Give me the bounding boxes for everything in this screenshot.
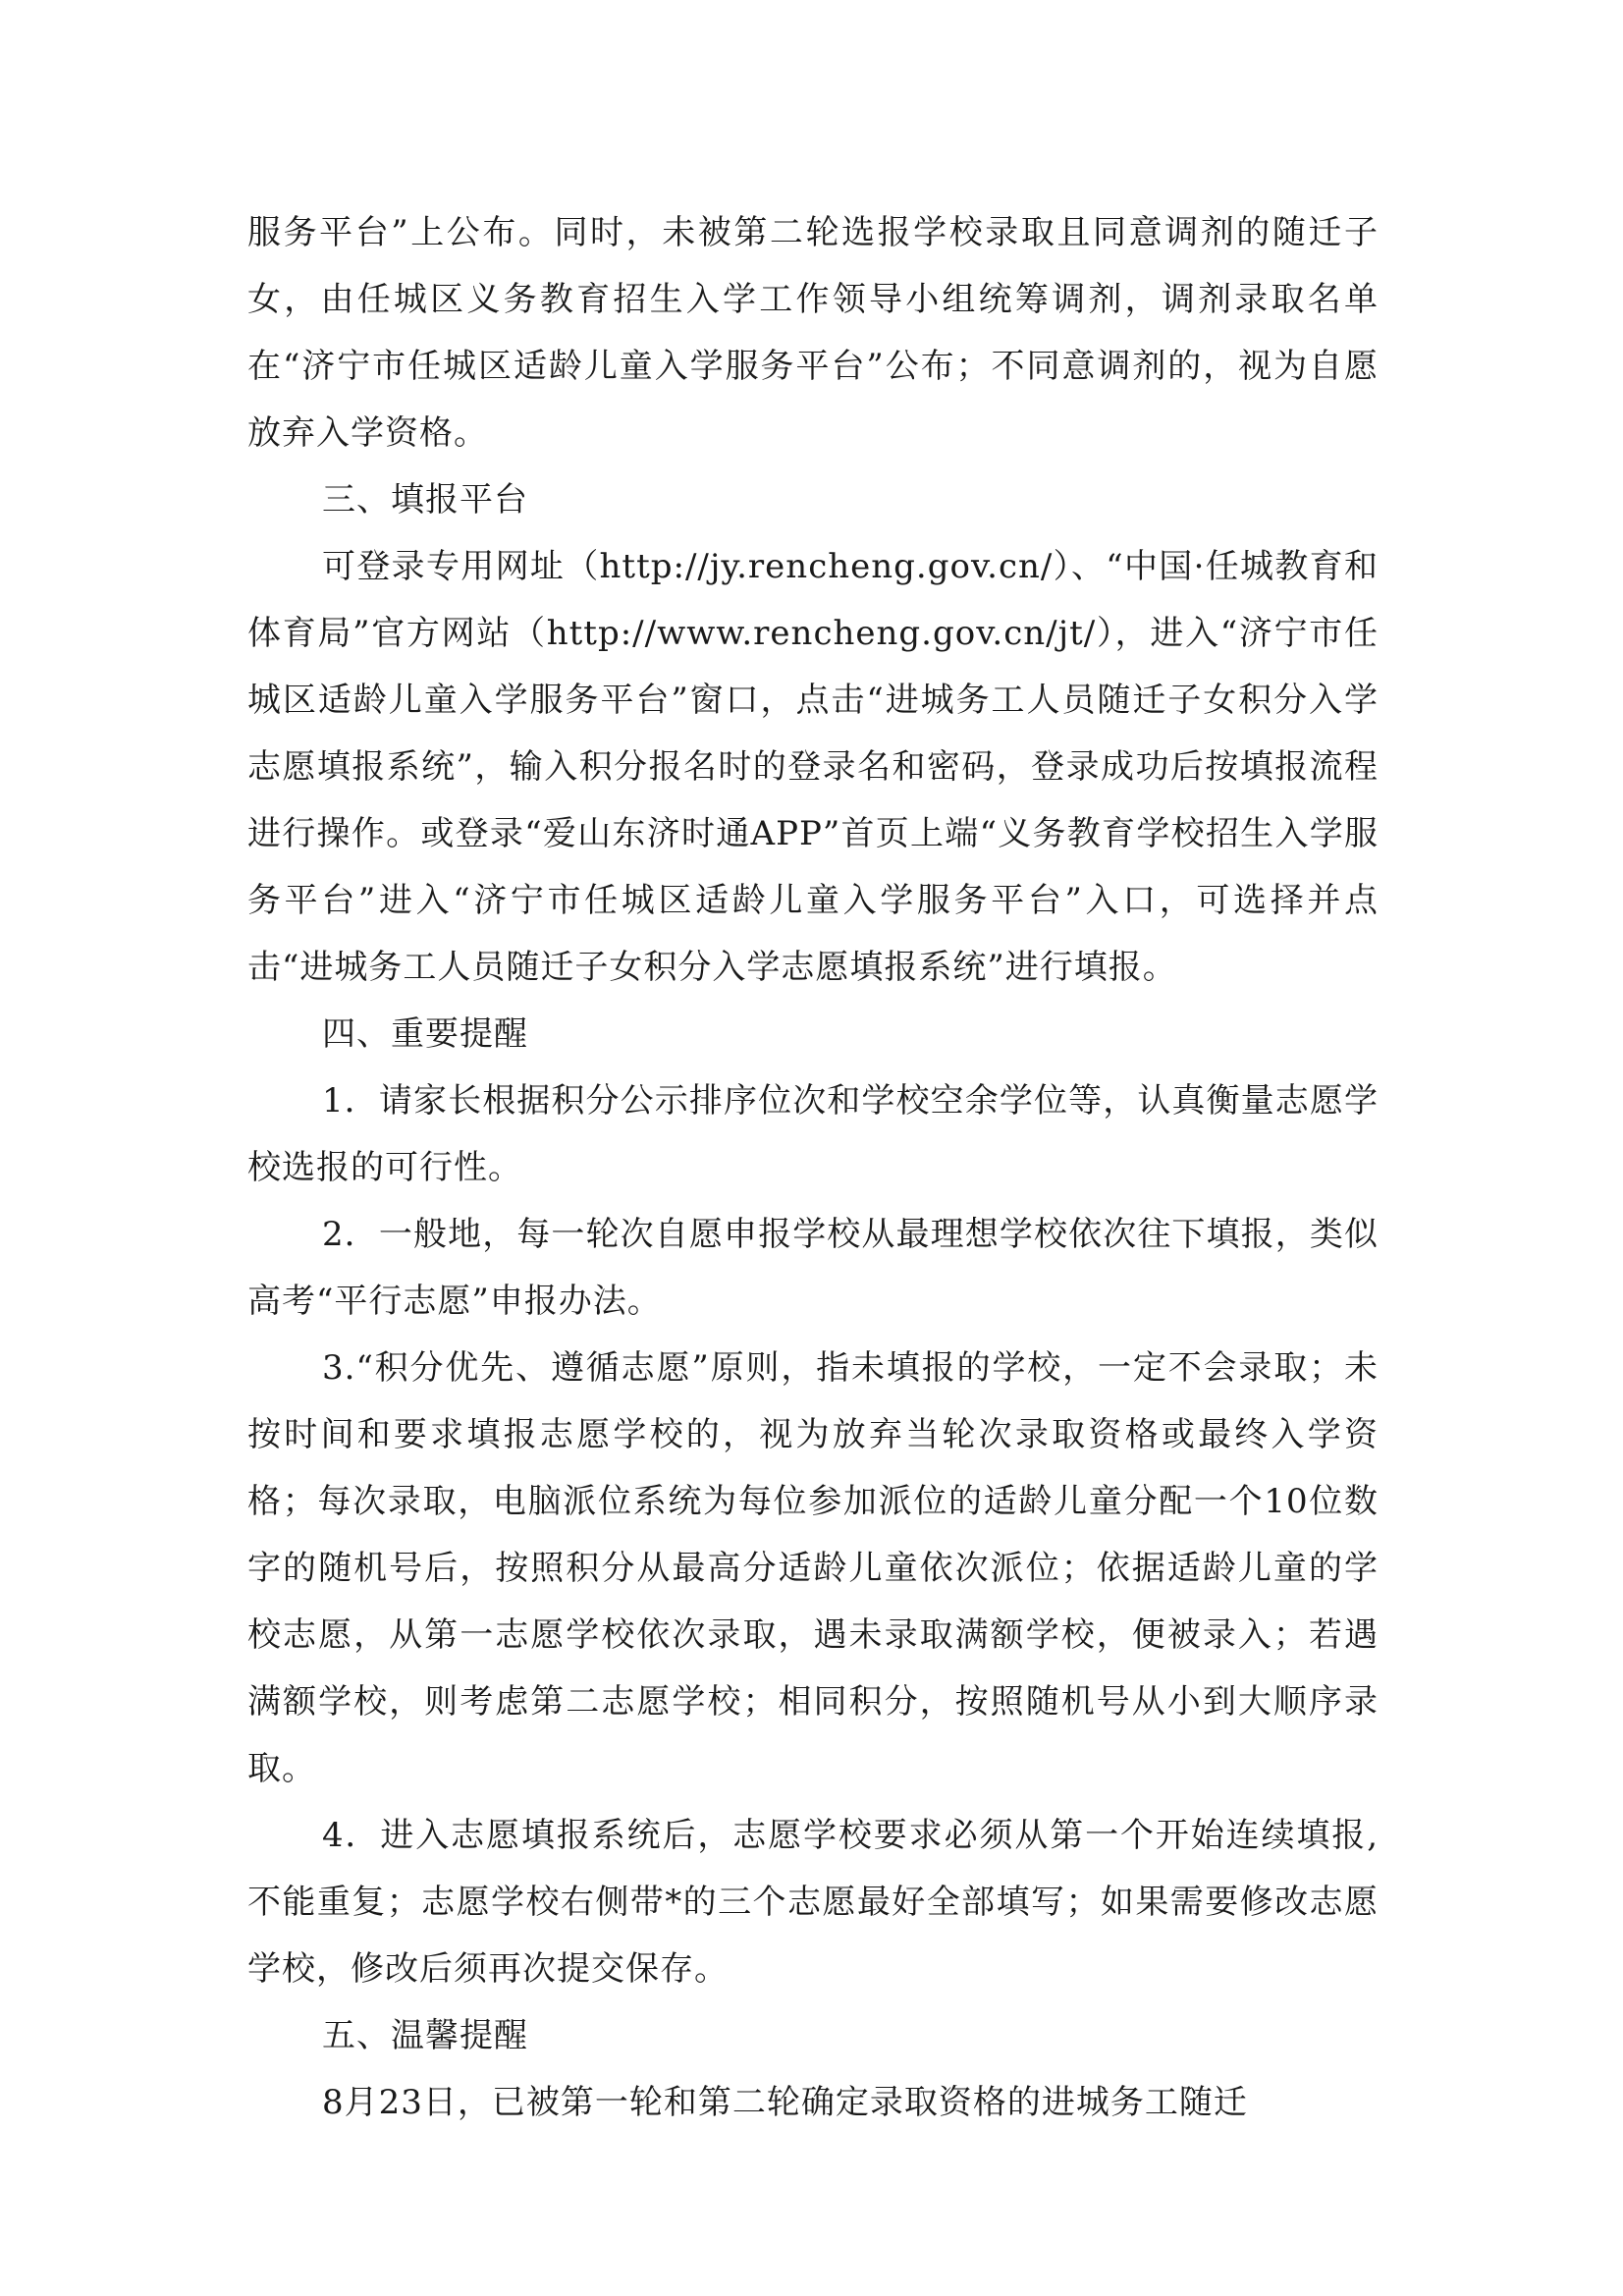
reminder-item-2: 2．一般地，每一轮次自愿申报学校从最理想学校依次往下填报，类似高考“平行志愿”申报办法。 bbox=[247, 1215, 1379, 1321]
reminder-item-1: 1．请家长根据积分公示排序位次和学校空余学位等，认真衡量志愿学校选报的可行性。 bbox=[247, 1081, 1379, 1187]
section-heading-platform: 三、填报平台 bbox=[322, 480, 528, 519]
reminder-item-3: 3.“积分优先、遵循志愿”原则，指未填报的学校，一定不会录取；未按时间和要求填报志愿学校的，视为放弃当轮次录取资格或最终入学资格；每次录取，电脑派位系统为每位参加派位的适龄儿童分配一个10位数字的随机号后，按照积分从最高分适龄儿童依次派位；依据适龄儿童的学校志愿，从第一志愿学校依次录取，遇未录取满额学校，便被录入；若遇满额学校，则考虑第二志愿学校；相同积分，按照随机号从小到大顺序录取。 bbox=[247, 1348, 1379, 1788]
section-heading-warm-tips: 五、温馨提醒 bbox=[322, 2016, 528, 2055]
paragraph-platform-instructions: 可登录专用网址（http://jy.rencheng.gov.cn/）、“中国·任城教育和体育局”官方网站（http://www.rencheng.gov.cn/jt/），进入“济宁市任城区适龄儿童入学服务平台”窗口，点击“进城务工人员随迁子女积分入学志愿填报系统”，输入积分报名时的登录名和密码，登录成功后按填报流程进行操作。或登录“爱山东济时通APP”首页上端“义务教育学校招生入学服务平台”进入“济宁市任城区适龄儿童入学服务平台”入口，可选择并点击“进城务工人员随迁子女积分入学志愿填报系统”进行填报。 bbox=[247, 547, 1379, 987]
paragraph-adjustment-notice: 服务平台”上公布。同时，未被第二轮选报学校录取且同意调剂的随迁子女，由任城区义务教育招生入学工作领导小组统筹调剂，调剂录取名单在“济宁市任城区适龄儿童入学服务平台”公布；不同意调剂的，视为自愿放弃入学资格。 bbox=[247, 213, 1379, 453]
section-heading-reminders: 四、重要提醒 bbox=[322, 1014, 528, 1054]
paragraph-warm-tips: 8月23日，已被第一轮和第二轮确定录取资格的进城务工随迁 bbox=[322, 2083, 1248, 2122]
reminder-item-4: 4．进入志愿填报系统后，志愿学校要求必须从第一个开始连续填报,不能重复；志愿学校右侧带*的三个志愿最好全部填写；如果需要修改志愿学校，修改后须再次提交保存。 bbox=[247, 1816, 1379, 1989]
document-body bbox=[247, 199, 1379, 2136]
